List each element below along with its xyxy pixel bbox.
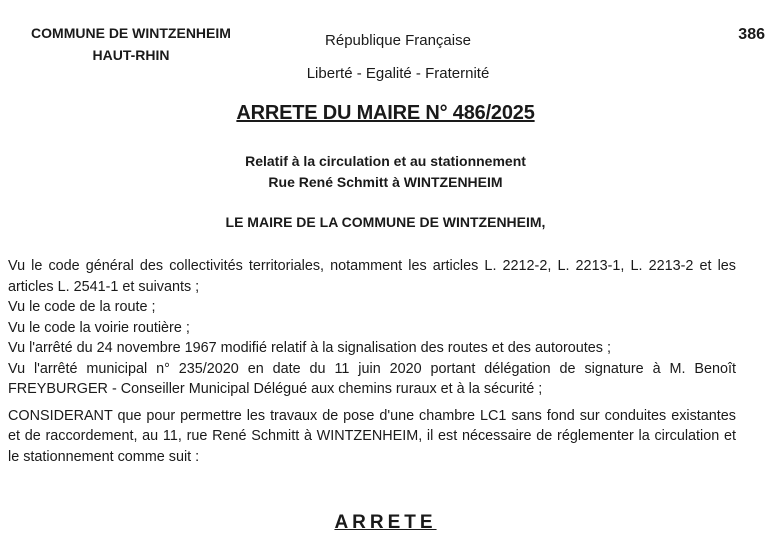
republic-name: République Française (325, 32, 471, 49)
page-number: 386 (738, 26, 765, 43)
subject-line-1: Relatif à la circulation et au stationnement (245, 153, 526, 169)
vu-item: Vu le code général des collectivités territoriales, notamment les articles L. 2212-2, L. 2213-1, L. 2213-2 et les articles L. 2541-1 et suivants ; (8, 258, 736, 295)
decree-title: ARRETE DU MAIRE N° 486/2025 (236, 102, 535, 124)
vu-item: Vu l'arrêté municipal n° 235/2020 en date du 11 juin 2020 portant délégation de signature à M. Benoît FREYBURGER - Conseiller Municipal Délégué aux chemins ruraux et à la sécurité ; (8, 360, 736, 397)
decree-body (8, 256, 736, 467)
republic-motto: Liberté - Egalité - Fraternité (306, 65, 490, 82)
republic-header (268, 24, 528, 90)
considerant-paragraph: CONSIDERANT que pour permettre les travaux de pose d'une chambre LC1 sans fond sur conduites existantes et de raccordement, au 11, rue René Schmitt à WINTZENHEIM, il est nécessaire de réglementer la circulation et le stationnement comme suit : (8, 407, 736, 465)
commune-name: COMMUNE DE WINTZENHEIM (31, 25, 231, 41)
arrete-heading: ARRETE (334, 512, 437, 533)
department-name: HAUT-RHIN (92, 47, 170, 63)
vu-item: Vu le code la voirie routière ; (8, 319, 190, 336)
vu-item: Vu le code de la route ; (8, 299, 156, 315)
subject-line-2: Rue René Schmitt à WINTZENHEIM (268, 174, 503, 190)
authority-line: LE MAIRE DE LA COMMUNE DE WINTZENHEIM, (225, 214, 546, 230)
decree-subject (0, 151, 771, 193)
commune-header (0, 22, 262, 66)
vu-item: Vu l'arrêté du 24 novembre 1967 modifié relatif à la signalisation des routes et des autoroutes ; (8, 340, 611, 356)
